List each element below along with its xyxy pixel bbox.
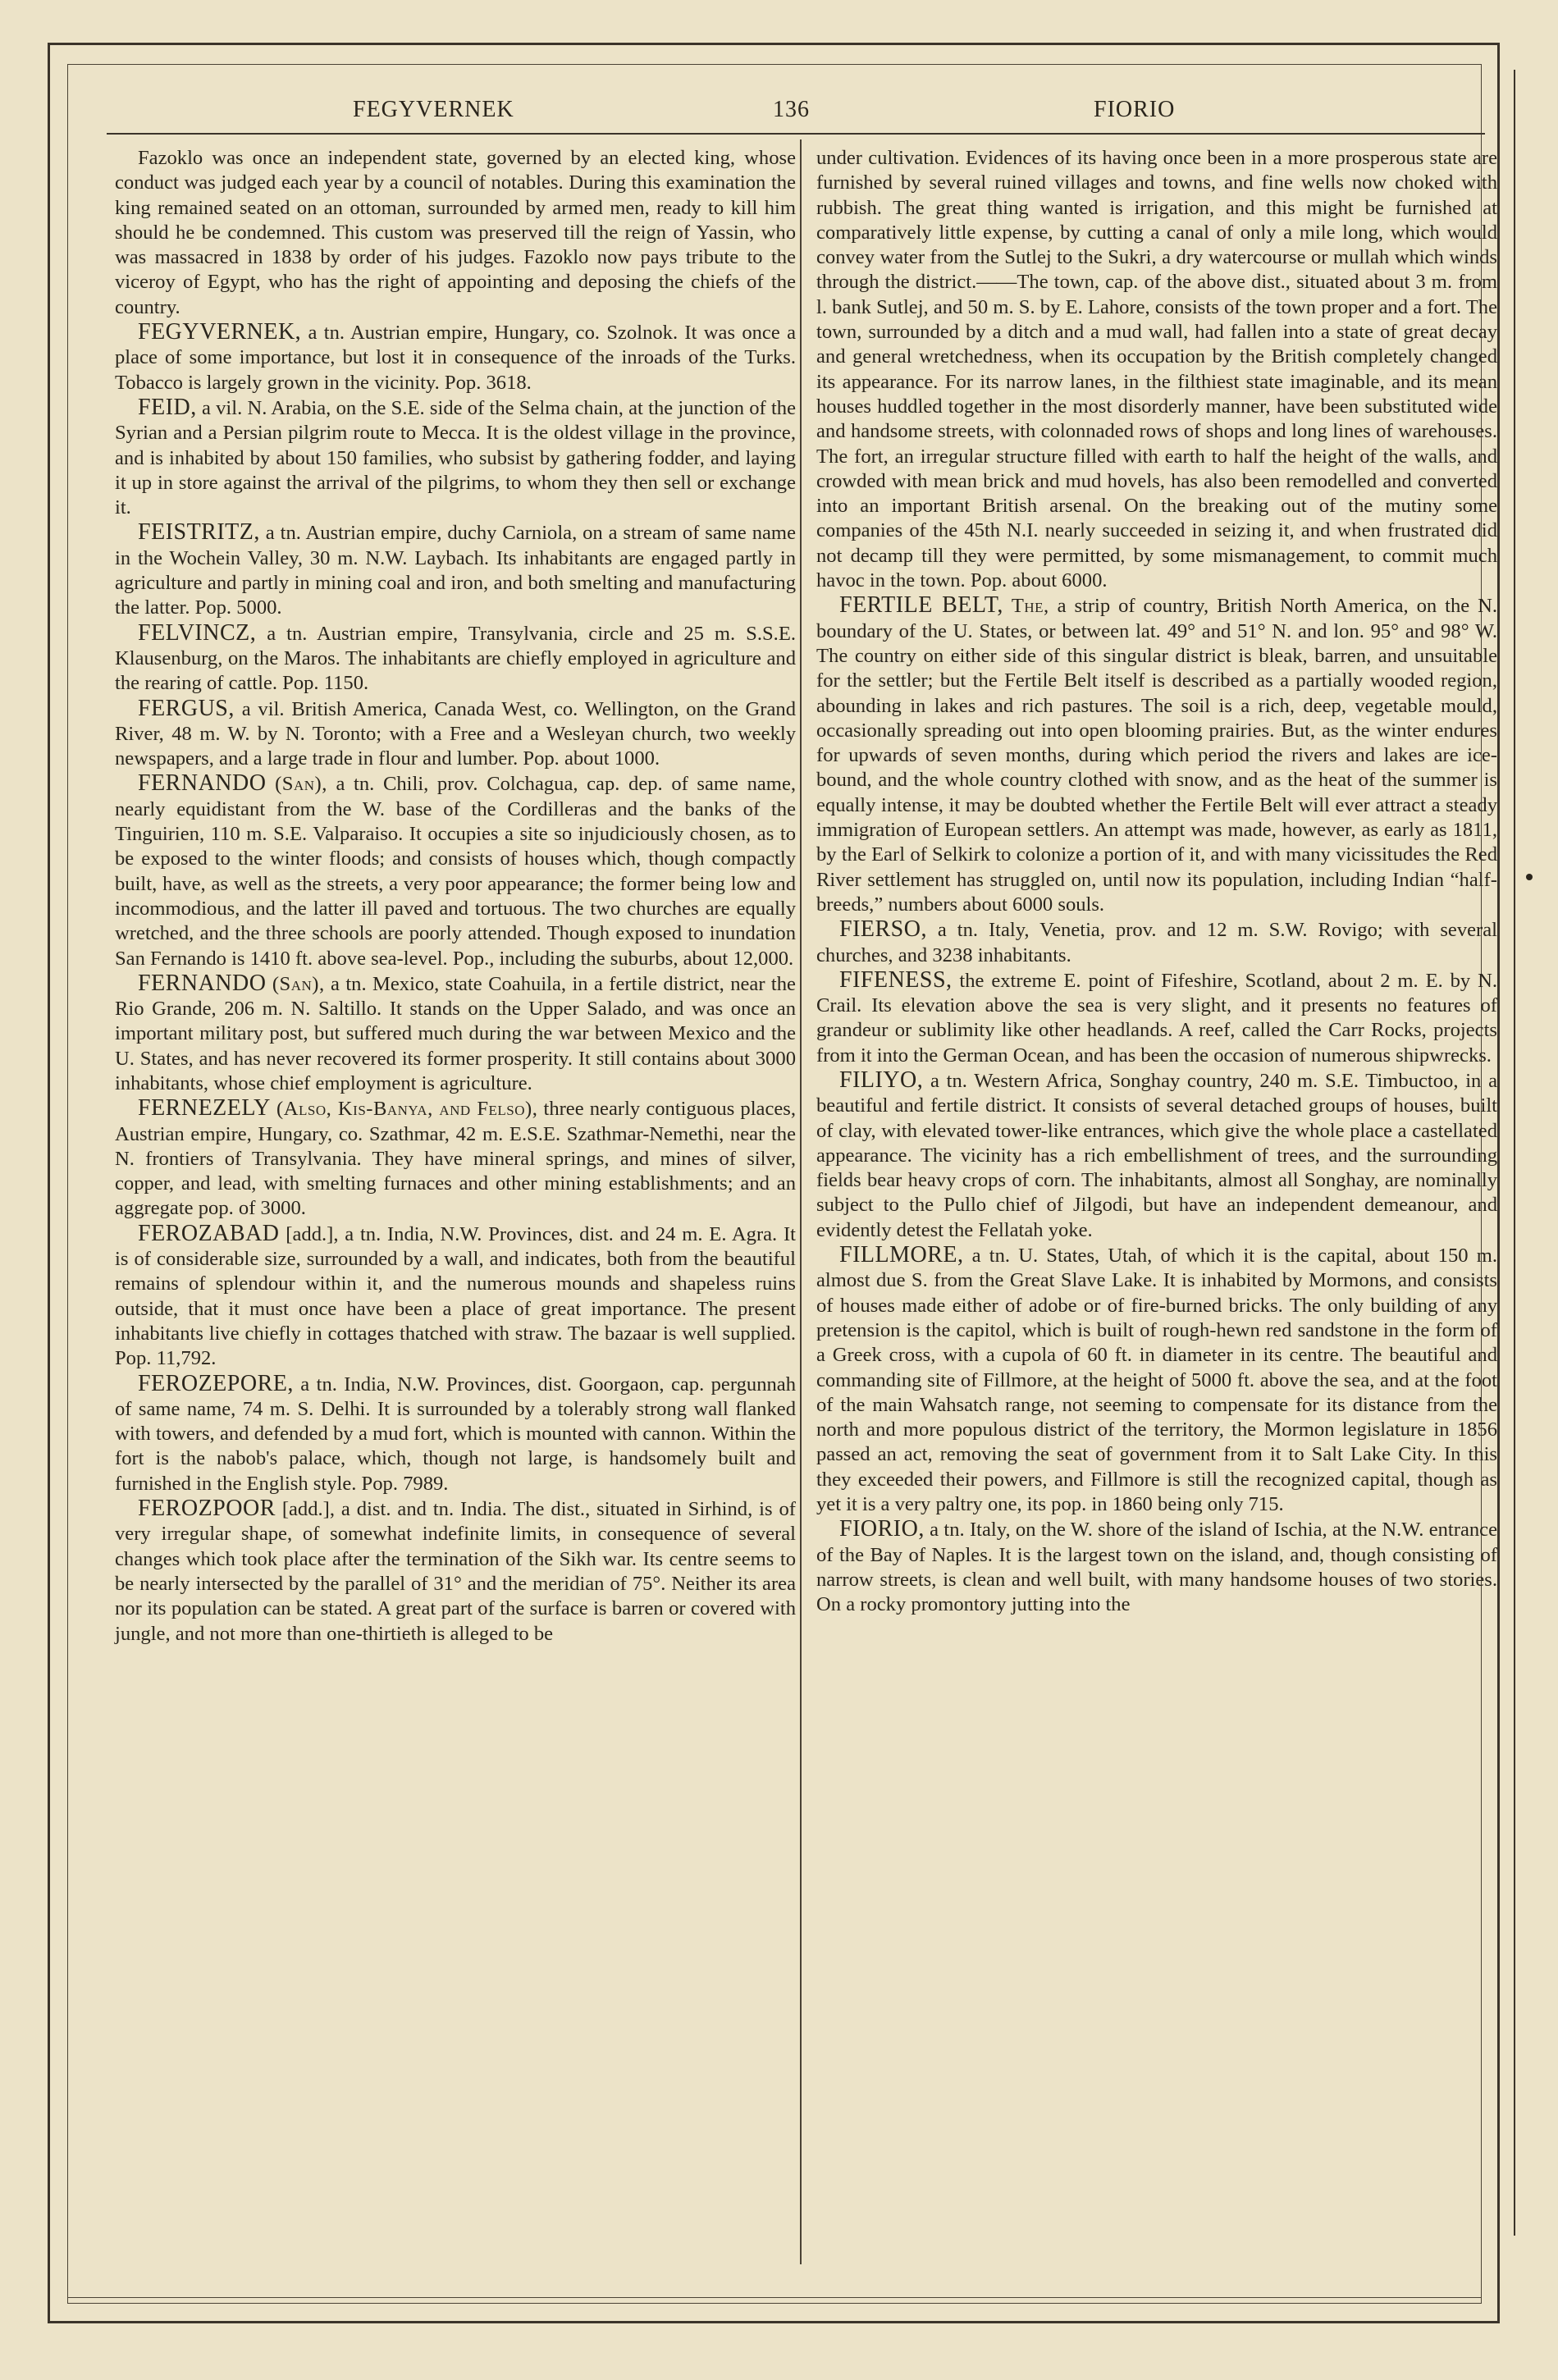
gazetteer-entry: [816, 968, 1497, 1068]
entry-qualifier: (San),: [275, 773, 327, 796]
entry-text: a tn. Mexico, state Coahuila, in a fertile district, near the Rio Grande, 206 m. N. Saltillo. It stands on the Upper Salado, and was once an important military post, but suffered much during the war between Mexico and the U. States, and has never recovered its former prosperity. It still contains about 3000 inhabitants, whose chief employment is agriculture.: [115, 972, 796, 1094]
entry-text: [add.], a tn. India, N.W. Provinces, dist. and 24 m. E. Agra. It is of considerable size, surrounded by a wall, and indicates, both from the beautiful remains of splendour within it, and the numerous mounds and shapeless ruins outside, that it must once have been a place of great importance. The present inhabitants live chiefly in cottages thatched with straw. The bazaar is well supplied. Pop. 11,792.: [115, 1222, 796, 1370]
entry-heading: FIORIO,: [839, 1516, 925, 1542]
running-head-left: FEGYVERNEK: [353, 97, 514, 122]
page-number: 136: [773, 97, 810, 122]
entry-text: Fazoklo was once an independent state, governed by an elected king, whose conduct was judged each year by a council of notables. During this examination the king remained seated on an ottoman, surrounded by armed men, ready to kill him should he be condemned. This custom was preserved till the reign of Yassin, who was massacred in 1838 by order of his judges. Fazoklo now pays tribute to the viceroy of Egypt, who has the right of appointing and deposing the chiefs of the country.: [115, 147, 796, 318]
gazetteer-entry: [816, 593, 1497, 917]
entry-heading: FERNANDO: [138, 770, 267, 797]
entry-heading: FEROZEPORE,: [138, 1370, 294, 1396]
gazetteer-entry: [115, 320, 796, 395]
entry-heading: FIFENESS,: [839, 966, 953, 993]
entry-text: a vil. British America, Canada West, co. Wellington, on the Grand River, 48 m. W. by N. Toronto; with a Free and a Wesleyan church, two weekly newspapers, and a large trade in flour and lumber. Pop. about 1000.: [115, 697, 797, 770]
gazetteer-entry: [816, 1517, 1497, 1617]
entry-text: three nearly contiguous places, Austrian empire, Hungary, co. Szathmar, 42 m. E.S.E. Szathmar-Nemethi, near the N. frontiers of Transylvania. They have mineral springs, and mines of silver, copper, and lead, with smelting furnaces and other mining establishments; and an aggregate pop. of 3000.: [115, 1098, 797, 1220]
entry-qualifier: The,: [1011, 595, 1049, 618]
column-divider: [800, 139, 802, 2264]
entry-text: a tn. Chili, prov. Colchagua, cap. dep. of same name, nearly equidistant from the W. base of the Cordilleras and the banks of the Tinguirien, 110 m. S.E. Valparaiso. It occupies a site so injudiciously chosen, as to be exposed to the winter floods; and consists of houses which, though compactly built, have, as well as the streets, a very poor appearance; the former being low and incommodious, and the latter ill paved and tortuous. The two churches are equally wretched, and the three schools are poorly attended. Though exposed to inundation San Fernando is 1410 ft. above sea-level. Pop., including the suburbs, about 12,000.: [115, 773, 797, 970]
footer-rule: [67, 2297, 1482, 2298]
gazetteer-entry: [816, 146, 1497, 593]
entry-heading: FERGUS,: [138, 695, 235, 721]
entry-text: the extreme E. point of Fifeshire, Scotland, about 2 m. E. by N. Crail. Its elevation above the sea is very slight, and it presents no features of grandeur or sublimity like other headlands. A reef, called the Carr Rocks, projects from it into the German Ocean, and has been the occasion of numerous shipwrecks.: [816, 969, 1497, 1067]
entry-heading: FEROZABAD: [138, 1220, 280, 1246]
gazetteer-entry: [115, 1496, 796, 1647]
gazetteer-entry: [115, 1222, 796, 1372]
entry-qualifier: (San),: [272, 972, 325, 995]
gazetteer-entry: [816, 1068, 1497, 1243]
right-column: [816, 146, 1497, 1618]
running-head-right: FIORIO: [1094, 97, 1176, 122]
entry-heading: FERTILE BELT,: [839, 592, 1003, 619]
entry-text: a tn. India, N.W. Provinces, dist. Goorgaon, cap. pergunnah of same name, 74 m. S. Delhi. It is surrounded by a tolerably strong wall flanked with towers, and defended by a mud fort, which is mounted with cannon. Within the fort is the nabob's palace, which, though not large, is handsomely built and furnished in the English style. Pop. 7989.: [115, 1373, 796, 1495]
gazetteer-entry: [115, 395, 796, 520]
entry-heading: FEGYVERNEK,: [138, 319, 302, 345]
entry-heading: FIERSO,: [839, 916, 927, 943]
entry-text: a tn. Western Africa, Songhay country, 240 m. S.E. Timbuctoo, in a beautiful and fertile district. It consists of several detached groups of houses, built of clay, with elevated tower-like entrances, which give the whole place a castellated appearance. The vicinity has a rich embellishment of trees, and the surrounding fields bear heavy crops of corn. The inhabitants, almost all Songhay, are nominally subject to the Pullo chief of Jilgodi, but have an independent demeanour, and evidently detest the Fellatah yoke.: [816, 1069, 1497, 1241]
gazetteer-entry: [115, 1372, 796, 1496]
entry-text: a tn. Austrian empire, Transylvania, circle and 25 m. S.S.E. Klausenburg, on the Maros. The inhabitants are chiefly employed in agriculture and the rearing of cattle. Pop. 1150.: [115, 622, 796, 695]
gazetteer-entry: [115, 697, 796, 772]
entry-heading: FERNEZELY: [138, 1095, 271, 1121]
gazetteer-entry: [115, 971, 796, 1096]
entry-heading: FERNANDO: [138, 970, 267, 996]
entry-text: a tn. Austrian empire, Hungary, co. Szolnok. It was once a place of some importance, but lost it in consequence of the inroads of the Turks. Tobacco is largely grown in the vicinity. Pop. 3618.: [115, 322, 796, 394]
entry-heading: FELVINCZ,: [138, 619, 257, 646]
entry-heading: FEID,: [138, 394, 197, 420]
gazetteer-entry: [115, 771, 796, 971]
gazetteer-entry: [115, 621, 796, 697]
gazetteer-entry: [115, 146, 796, 320]
frame-side-line: [1514, 70, 1515, 2236]
entry-text: [add.], a dist. and tn. India. The dist., situated in Sirhind, is of very irregular shape, of somewhat indefinite limits, in consequence of several changes which took place after the termination of the Sikh war. Its centre seems to be nearly intersected by the parallel of 31° and the meridian of 75°. Neither its area nor its population can be stated. A great part of the surface is barren or covered with jungle, and not more than one-thirtieth is alleged to be: [115, 1498, 796, 1645]
entry-qualifier: (Also, Kis-Banya, and Felso),: [276, 1098, 538, 1121]
margin-mark: [1526, 874, 1533, 880]
gazetteer-entry: [816, 917, 1497, 968]
entry-text: a tn. Austrian empire, duchy Carniola, on a stream of same name in the Wochein Valley, 30 m. N.W. Laybach. Its inhabitants are engaged partly in agriculture and partly in mining coal and iron, and both smelting and manufacturing the latter. Pop. 5000.: [115, 522, 796, 619]
gazetteer-entry: [115, 520, 796, 620]
gazetteer-entry: [115, 1096, 796, 1221]
entry-text: under cultivation. Evidences of its having once been in a more prosperous state are furnished by several ruined villages and towns, and fine wells now choked with rubbish. The great thing wanted is irrigation, and this might be furnished at comparatively little expense, by cutting a canal of only a mile long, which would convey water from the Sutlej to the Sukri, a dry watercourse or mullah which winds through the district.——The town, cap. of the above dist., situated about 3 m. from l. bank Sutlej, and 50 m. S. by E. Lahore, consists of the town proper and a fort. The town, surrounded by a ditch and a mud wall, had fallen into a state of great decay and general wretchedness, when its occupation by the British completely changed its appearance. For its narrow lanes, in the filthiest state imaginable, and its mean houses huddled together in the most disorderly manner, have been substituted wide and handsome streets, with colonnaded rows of shops and long lines of warehouses. The fort, an irregular structure filled with earth to half the height of the walls, and crowded with mean brick and mud hovels, has also been remodelled and converted into an important British arsenal. On the breaking out of the mutiny some companies of the 45th N.I. nearly succeeded in seizing it, and when frustrated did not decamp till they were permitted, by some mismanagement, to commit much havoc in the town. Pop. about 6000.: [816, 147, 1497, 592]
header-rule: [107, 133, 1485, 135]
entry-text: a tn. U. States, Utah, of which it is the capital, about 150 m. almost due S. from the Great Slave Lake. It is inhabited by Mormons, and consists of houses made either of adobe or of fire-burned bricks. The only building of any pretension is the capitol, which is built of rough-hewn red sandstone in the form of a Greek cross, with a cupola of 60 ft. in diameter in its centre. The beautiful and commanding site of Fillmore, at the height of 5000 ft. above the sea, and at the foot of the main Wahsatch range, not seeming to compensate for its distance from the north and more populous district of the territory, the Mormon legislature in 1856 passed an act, removing the seat of government from it to Salt Lake City. In this they exceeded their powers, and Fillmore is still the recognized capital, though as yet it is a very paltry one, its pop. in 1860 being only 715.: [816, 1245, 1497, 1516]
entry-text: a tn. Italy, on the W. shore of the island of Ischia, at the N.W. entrance of the Bay of Naples. It is the largest town on the island, and, though consisting of narrow streets, is clean and well built, with many handsome houses of two stories. On a rocky promontory jutting into the: [816, 1519, 1497, 1616]
gazetteer-entry: [816, 1243, 1497, 1517]
entry-heading: FILIYO,: [839, 1067, 924, 1093]
entry-text: a vil. N. Arabia, on the S.E. side of the Selma chain, at the junction of the Syrian and a Persian pilgrim route to Mecca. It is the oldest village in the province, and is inhabited by about 150 families, who subsist by gathering fodder, and laying it up in store against the arrival of the pilgrims, to whom they then sell or exchange it.: [115, 396, 797, 519]
entry-heading: FEISTRITZ,: [138, 519, 260, 546]
entry-text: a strip of country, British North America, on the N. boundary of the U. States, or between lat. 49° and 51° N. and lon. 95° and 98° W. The country on either side of this singular district is bleak, barren, and unsuitable for the settler; but the Fertile Belt itself is described as a partially wooded region, abounding in lakes and rich pastures. The soil is a rich, deep, vegetable mould, occasionally spreading out into open blooming prairies. But, as the winter endures for upwards of seven months, during which period the rivers and lakes are ice-bound, and the whole country clothed with snow, and as the heat of the summer is equally intense, it may be doubted whether the Fertile Belt will ever attract a steady immigration of European settlers. An attempt was made, however, as early as 1811, by the Earl of Selkirk to colonize a portion of it, and with many vicissitudes the Red River settlement has struggled on, until now its population, including Indian “half-breeds,” numbers about 6000 souls.: [816, 595, 1497, 916]
entry-heading: FEROZPOOR: [138, 1496, 276, 1522]
entry-text: a tn. Italy, Venetia, prov. and 12 m. S.W. Rovigo; with several churches, and 3238 inhabitants.: [816, 919, 1497, 966]
entry-heading: FILLMORE,: [839, 1242, 964, 1268]
running-head: [107, 92, 1485, 133]
left-column: [115, 146, 796, 1647]
